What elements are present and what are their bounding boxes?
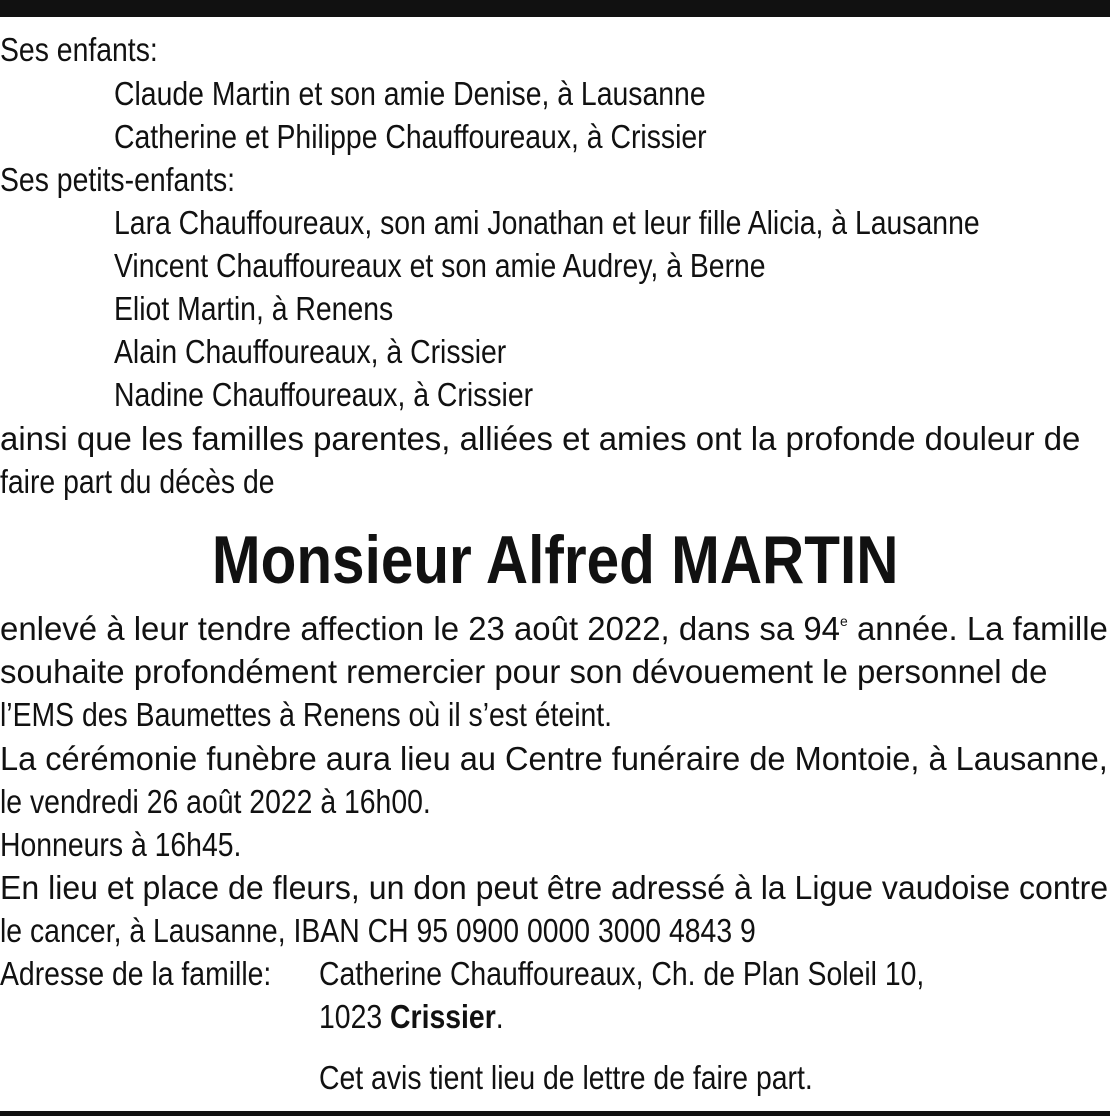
address-city-line [319, 995, 504, 1038]
child-entry: Catherine et Philippe Chauffoureaux, à Crissier [114, 118, 707, 155]
child-entry: Claude Martin et son amie Denise, à Lausanne [114, 75, 706, 112]
grandchild-entry: Nadine Chauffoureaux, à Crissier [114, 376, 534, 413]
death-line: l’EMS des Baumettes à Renens où il s’est éteint. [0, 696, 613, 733]
deceased-name-text: Monsieur Alfred MARTIN [211, 522, 899, 598]
ceremony-line [0, 737, 1110, 780]
honours-line: Honneurs à 16h45. [0, 826, 242, 863]
top-rule [0, 0, 1110, 17]
grandchild-entry: Alain Chauffoureaux, à Crissier [114, 333, 507, 370]
donation-line: le cancer, à Lausanne, IBAN CH 95 0900 0000 3000 4843 9 [0, 912, 756, 949]
death-line-text [0, 607, 1108, 650]
grandchildren-heading: Ses petits-enfants: [0, 161, 236, 198]
grandchild-entry: Lara Chauffoureaux, son ami Jonathan et leur fille Alicia, à Lausanne [114, 204, 980, 241]
announcement-text: ainsi que les familles parentes, alliées et amies ont la profonde douleur de [0, 420, 1081, 457]
address-punctuation: . [495, 998, 504, 1035]
ceremony-line-text: La cérémonie funèbre aura lieu au Centre funéraire de Montoie, à Lausanne, [0, 740, 1108, 777]
donation-line [0, 866, 1110, 909]
bottom-rule [0, 1111, 1110, 1116]
death-line [0, 607, 1110, 650]
address-city: Crissier [390, 998, 496, 1035]
address-line: Catherine Chauffoureaux, Ch. de Plan Soleil 10, [319, 955, 925, 992]
death-line-part: année. La famille [847, 610, 1108, 647]
ceremony-line: le vendredi 26 août 2022 à 16h00. [0, 783, 431, 820]
address-label: Adresse de la famille: [0, 955, 272, 992]
children-heading: Ses enfants: [0, 31, 158, 68]
grandchild-entry: Vincent Chauffoureaux et son amie Audrey, à Berne [114, 247, 766, 284]
announcement-line [0, 417, 1110, 460]
ordinal-suffix: e [840, 613, 848, 629]
death-line [0, 650, 1110, 693]
closing-note: Cet avis tient lieu de lettre de faire part. [319, 1059, 813, 1096]
deceased-name [0, 522, 1110, 598]
donation-line-text: En lieu et place de fleurs, un don peut être adressé à la Ligue vaudoise contre [0, 869, 1109, 906]
death-line-part: enlevé à leur tendre affection le 23 août 2022, dans sa 94 [0, 610, 841, 647]
death-line-text: souhaite profondément remercier pour son dévouement le personnel de [0, 653, 1048, 690]
grandchild-entry: Eliot Martin, à Renens [114, 290, 394, 327]
address-postcode: 1023 [319, 998, 383, 1035]
announcement-line: faire part du décès de [0, 463, 275, 500]
